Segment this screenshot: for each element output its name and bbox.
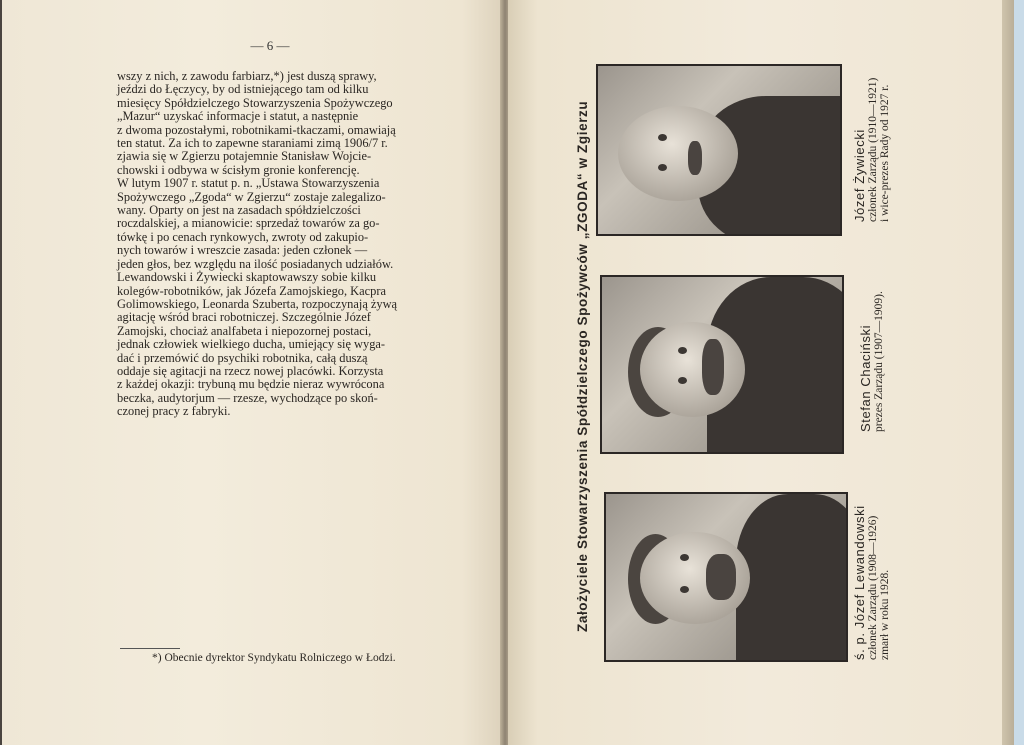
- text-line: jednak człowiek wielkiego ducha, umiejący się wyga-: [117, 337, 386, 352]
- caption-name: Józef Żywiecki: [852, 129, 867, 222]
- text-line: jeździ do Łęczycy, by od istniejącego tam od kilku: [117, 82, 369, 97]
- eye-shape: [658, 164, 667, 171]
- body-text: [117, 70, 429, 419]
- portrait-photo-zywiecki: [596, 64, 842, 236]
- text-line: Zamojski, chociaż analfabeta i niepozornej postaci,: [117, 323, 372, 338]
- face-shape: [618, 106, 738, 201]
- caption-name: Stefan Chaciński: [858, 324, 873, 432]
- text-line: W lutym 1907 r. statut p. n. „Ustawa Stowarzyszenia: [117, 176, 380, 191]
- scan-background: [1014, 0, 1024, 745]
- caption-line: zmarł w roku 1928.: [879, 569, 891, 660]
- eye-shape: [680, 586, 689, 593]
- text-line: z dwoma pozostałymi, robotnikami-tkaczami, omawiają: [117, 122, 396, 137]
- text-line: wany. Oparty on jest na zasadach spółdzielczości: [117, 203, 361, 218]
- caption-lewandowski: [852, 505, 891, 660]
- text-line: nych towarów i wreszcie zasada: jeden członek —: [117, 243, 368, 258]
- portraits-title: Założyciele Stowarzyszenia Spółdzielczego Spożywców „ZGODA“ w Zgierzu: [575, 100, 590, 632]
- portrait-photo-chacinski: [600, 275, 844, 454]
- text-line: czonej pracy z fabryki.: [117, 404, 231, 419]
- page-number: — 6 —: [250, 38, 290, 53]
- text-line: Golimowskiego, Leonarda Szuberta, rozpoczynają żywą: [117, 296, 398, 311]
- moustache-shape: [688, 141, 702, 175]
- caption-line: i wice-prezes Rady od 1927 r.: [879, 84, 891, 222]
- text-line: oddaje się agitacji na rzecz nowej placówki. Korzysta: [117, 363, 384, 378]
- text-line: beczka, audytorjum — rzesze, wychodzące po skoń-: [117, 390, 378, 405]
- text-line: dać i przemówić do psychiki robotnika, całą duszą: [117, 350, 368, 365]
- text-line: z każdej okazji: trybuną mu będzie nieraz wywrócona: [117, 377, 385, 392]
- caption-line: członek Zarządu (1910—1921): [867, 77, 879, 222]
- text-line: chowski i odbywa w ścisłym gronie konferencję.: [117, 162, 360, 177]
- caption-line: prezes Zarządu (1907—1909).: [873, 291, 885, 432]
- text-line: wszy z nich, z zawodu farbiarz,*) jest duszą sprawy,: [117, 69, 377, 83]
- caption-name: ś. p. Józef Lewandowski: [852, 505, 867, 660]
- beard-shape: [706, 554, 736, 600]
- face-shape: [640, 322, 745, 417]
- text-line: tówkę i po cenach rynkowych, zwroty od zakupio-: [117, 229, 369, 244]
- text-line: zjawia się w Zgierzu potajemnie Stanisław Wojcie-: [117, 149, 372, 164]
- eye-shape: [678, 347, 687, 354]
- eye-shape: [680, 554, 689, 561]
- text-line: Lewandowski i Żywiecki skaptowawszy sobie kilku: [117, 270, 377, 285]
- text-line: kolegów-robotników, jak Józefa Zamojskiego, Kacpra: [117, 283, 386, 298]
- caption-chacinski: [858, 291, 885, 432]
- caption-line: członek Zarządu (1908—1926): [867, 515, 879, 660]
- moustache-shape: [702, 339, 724, 395]
- caption-zywiecki: [852, 78, 891, 222]
- text-line: ten statut. Za ich to zapewne staraniami zimą 1906/7 r.: [117, 136, 388, 151]
- eye-shape: [658, 134, 667, 141]
- page-edge: [1002, 0, 1014, 745]
- footnote-rule: [120, 648, 180, 649]
- footnote: *) Obecnie dyrektor Syndykatu Rolniczego w Łodzi.: [152, 652, 396, 664]
- portrait-photo-lewandowski: [604, 492, 848, 662]
- text-line: agitację wśród braci robotniczej. Szczególnie Józef: [117, 310, 371, 325]
- text-line: miesięcy Spółdzielczego Stowarzyszenia Spożywczego: [117, 95, 393, 110]
- text-line: „Mazur“ uzyskać informacje i statut, a następnie: [117, 109, 359, 124]
- eye-shape: [678, 377, 687, 384]
- text-line: Spożywczego „Zgoda“ w Zgierzu“ zostaje zalegalizo-: [117, 189, 386, 204]
- text-line: jeden głos, bez względu na ilość posiadanych udziałów.: [117, 256, 394, 271]
- text-line: roczdalskiej, a mianowicie: sprzedaż towarów za go-: [117, 216, 380, 231]
- coat-shape: [736, 494, 848, 662]
